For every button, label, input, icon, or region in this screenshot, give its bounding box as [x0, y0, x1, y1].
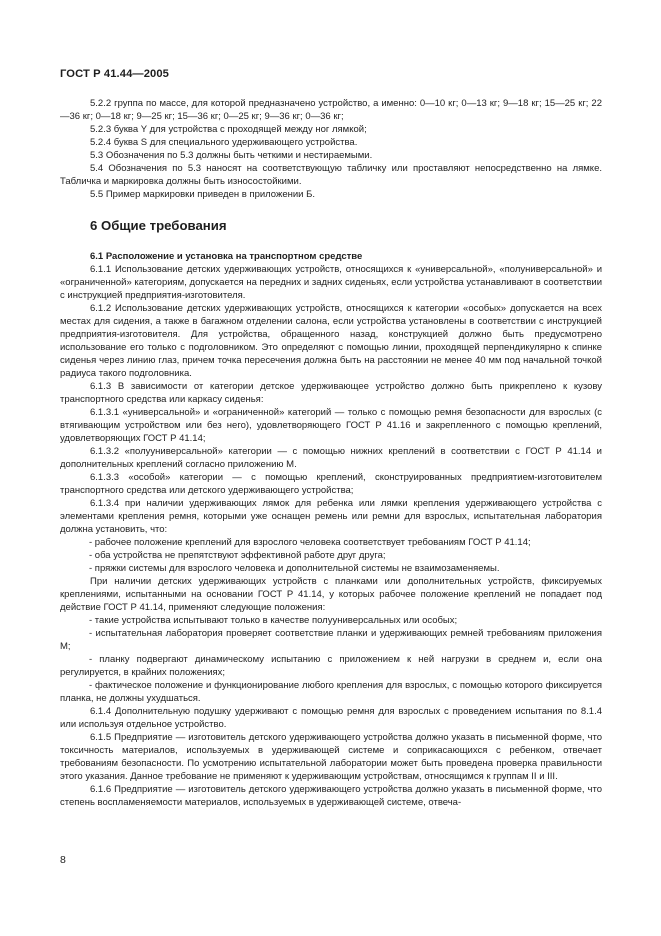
- page-number: 8: [60, 854, 66, 866]
- paragraph-5-2-2: 5.2.2 группа по массе, для которой предназначено устройство, а именно: 0—10 кг; 0—13 кг; 9—18 кг; 15—25 кг; 22—36 кг; 0—18 кг; 9—25 кг; 15—36 кг; 0—25 кг; 9—36 кг; 0—36 кг;: [60, 98, 602, 122]
- subsection-heading-6-1: 6.1 Расположение и установка на транспортном средстве: [90, 251, 363, 262]
- paragraph-6-1-6: 6.1.6 Предприятие — изготовитель детского удерживающего устройства должно указать в письменной форме, что степень воспламеняемости материалов, используемых в удерживающей системе, отвеча-: [60, 784, 602, 808]
- paragraph-6-1-1: 6.1.1 Использование детских удерживающих устройств, относящихся к «универсальной», «полуниверсальной» и «ограниченной» категориям, допускается на передних и задних сиденьях, если устройства устанавливают в соответствии с инструкцией предприятия-изготовителя.: [60, 264, 602, 301]
- list-item: - оба устройства не препятствуют эффективной работе друг друга;: [89, 550, 386, 561]
- paragraph-5-3: 5.3 Обозначения по 5.3 должны быть четкими и нестираемыми.: [90, 150, 373, 161]
- document-header: ГОСТ Р 41.44—2005: [60, 68, 169, 80]
- paragraph-6-1-3-2: 6.1.3.2 «полууниверсальной» категории — с помощью нижних креплений в соответствии с ГОСТ Р 41.14 и дополнительных креплений согласно приложению М.: [60, 446, 602, 470]
- list-item: - испытательная лаборатория проверяет соответствие планки и удерживающих ремней требованиям приложения М;: [60, 628, 602, 652]
- list-item: - фактическое положение и функционирование любого крепления для взрослых, с помощью которого фиксируется планка, не должны ухудшаться.: [60, 680, 602, 704]
- paragraph-5-5: 5.5 Пример маркировки приведен в приложении Б.: [90, 189, 315, 200]
- paragraph-planki: При наличии детских удерживающих устройств с планками или дополнительных устройств, фиксируемых креплениями, испытанными на основании ГОСТ Р 41.14, у которых рабочее положение креплений не попадает под действие ГОСТ Р 41.14, применяют следующие положения:: [60, 576, 602, 613]
- list-item: - пряжки системы для взрослого человека и дополнительной системы не взаимозаменяемы.: [89, 563, 500, 574]
- paragraph-6-1-3-3: 6.1.3.3 «особой» категории — с помощью креплений, сконструированных предприятием-изготовителем транспортного средства или детского удерживающего устройства;: [60, 472, 602, 496]
- paragraph-5-4: 5.4 Обозначения по 5.3 наносят на соответствующую табличку или проставляют непосредственно на лямке. Табличка и маркировка должны быть износостойкими.: [60, 163, 602, 187]
- paragraph-6-1-3-1: 6.1.3.1 «универсальной» и «ограниченной» категорий — только с помощью ремня безопасности для взрослых (с втягивающим устройством или без него), удовлетворяющего ГОСТ Р 41.16 и закрепленного с помощью креплений, удовлетворяющих ГОСТ Р 41.14;: [60, 407, 602, 444]
- paragraph-6-1-3-4: 6.1.3.4 при наличии удерживающих лямок для ребенка или лямки крепления удерживающего устройства с элементами крепления ремня, которыми уже оснащен ремень или ремни для взрослых, испытательная лаборатория должна установить, что:: [60, 498, 602, 535]
- section-heading-6: 6 Общие требования: [90, 218, 227, 233]
- paragraph-6-1-3: 6.1.3 В зависимости от категории детское удерживающее устройство должно быть прикреплено к кузову транспортного средства или каркасу сиденья:: [60, 381, 602, 405]
- paragraph-5-2-3: 5.2.3 буква Y для устройства с проходящей между ног лямкой;: [90, 124, 367, 135]
- list-item: - рабочее положение креплений для взрослого человека соответствует требованиям ГОСТ Р 41.14;: [89, 537, 531, 548]
- paragraph-6-1-2: 6.1.2 Использование детских удерживающих устройств, относящихся к категории «особых» допускается на всех местах для сидения, а также в багажном отделении салона, если устройства установлены в соответствии с инструкцией предприятия-изготовителя. Для устройства, обращенного назад, конструкцией должно быть предусмотрено использование его только с подголовником. Это определяют с помощью линии, проходящей перпендикулярно к спинке сиденья через линию глаз, причем точка пересечения должна быть на расстоянии не менее 40 мм под начальной точкой радиуса такого подголовника.: [60, 303, 602, 379]
- list-item: - такие устройства испытывают только в качестве полууниверсальных или особых;: [89, 615, 458, 626]
- paragraph-5-2-4: 5.2.4 буква S для специального удерживающего устройства.: [90, 137, 358, 148]
- list-item: - планку подвергают динамическому испытанию с приложением к ней нагрузки в среднем и, если она регулируется, в крайних положениях;: [60, 654, 602, 678]
- paragraph-6-1-4: 6.1.4 Дополнительную подушку удерживают с помощью ремня для взрослых с проведением испытания по 8.1.4 или используя отдельное устройство.: [60, 706, 602, 730]
- paragraph-6-1-5: 6.1.5 Предприятие — изготовитель детского удерживающего устройства должно указать в письменной форме, что токсичность материалов, используемых в удерживающей системе и соприкасающихся с ребенком, отвечает требованиям безопасности. По усмотрению испытательной лаборатории может быть проведена проверка правильности этого указания. Данное требование не применяют к удерживающим устройствам, относящимся к группам II и III.: [60, 732, 602, 782]
- document-body: [60, 97, 602, 809]
